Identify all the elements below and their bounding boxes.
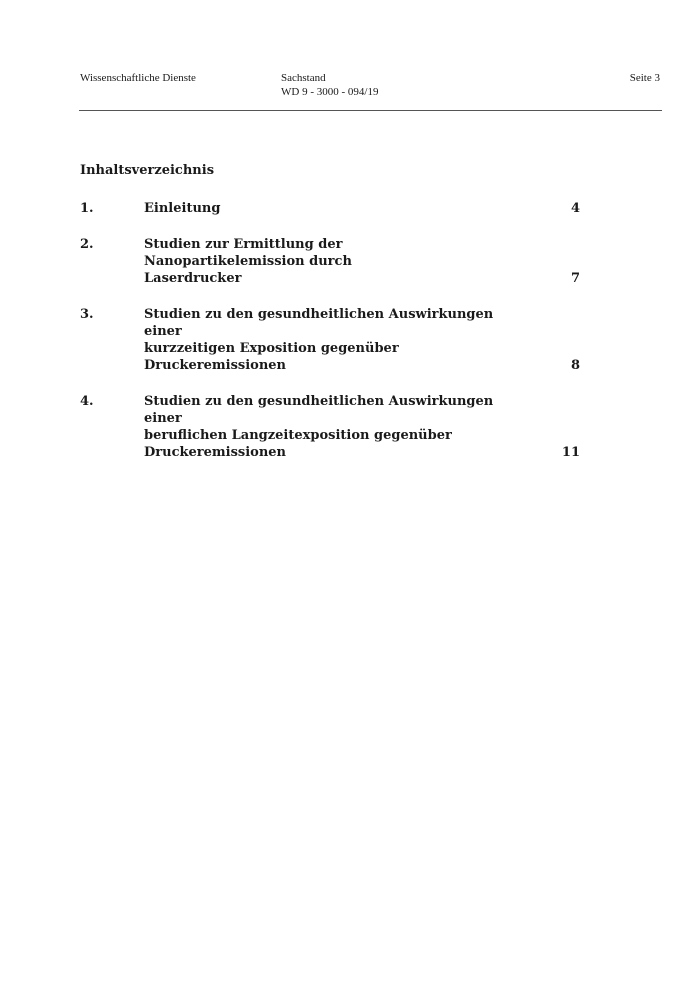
header-page-number: Seite 3 (629, 72, 660, 84)
toc-entry[interactable] (80, 306, 582, 374)
header-institution: Wissenschaftliche Dienste (80, 72, 196, 84)
toc-entry-line: Studien zu den gesundheitlichen Auswirkungen einer (144, 394, 494, 426)
toc-entry-number: 2. (80, 237, 94, 252)
toc-entry-title (144, 306, 504, 374)
toc-entry-number: 3. (80, 307, 94, 322)
toc-entry-line: beruflichen Langzeitexposition gegenüber (144, 428, 452, 443)
toc-entry-number: 4. (80, 394, 94, 409)
toc-entry[interactable] (80, 393, 582, 461)
toc-entry-number: 1. (80, 201, 94, 216)
toc-entry-page: 11 (561, 445, 580, 460)
header-document-info (281, 71, 378, 99)
toc-entry-line: Laserdrucker (144, 271, 242, 286)
toc-entry-line: kurzzeitigen Exposition gegenüber Druckeremissionen (144, 341, 399, 373)
toc-entry-line: Studien zu den gesundheitlichen Auswirkungen einer (144, 307, 494, 339)
toc-entry-line: Einleitung (144, 201, 221, 216)
toc-entry[interactable] (80, 200, 582, 217)
toc-entry-line: Druckeremissionen (144, 445, 287, 460)
page-header (80, 71, 660, 111)
toc-entry-title (144, 200, 504, 217)
header-doc-type: Sachstand (281, 72, 326, 84)
toc-entry-line: Studien zur Ermittlung der Nanopartikelemission durch (144, 237, 352, 269)
table-of-contents (80, 162, 582, 480)
toc-entry-page: 4 (570, 201, 580, 216)
toc-entry-title (144, 236, 504, 287)
toc-entry-page: 8 (570, 358, 580, 373)
toc-entry[interactable] (80, 236, 582, 287)
header-divider (79, 110, 662, 111)
toc-entry-title (144, 393, 504, 461)
header-doc-number: WD 9 - 3000 - 094/19 (281, 86, 379, 98)
toc-entry-page: 7 (570, 271, 580, 286)
toc-title: Inhaltsverzeichnis (80, 163, 215, 178)
